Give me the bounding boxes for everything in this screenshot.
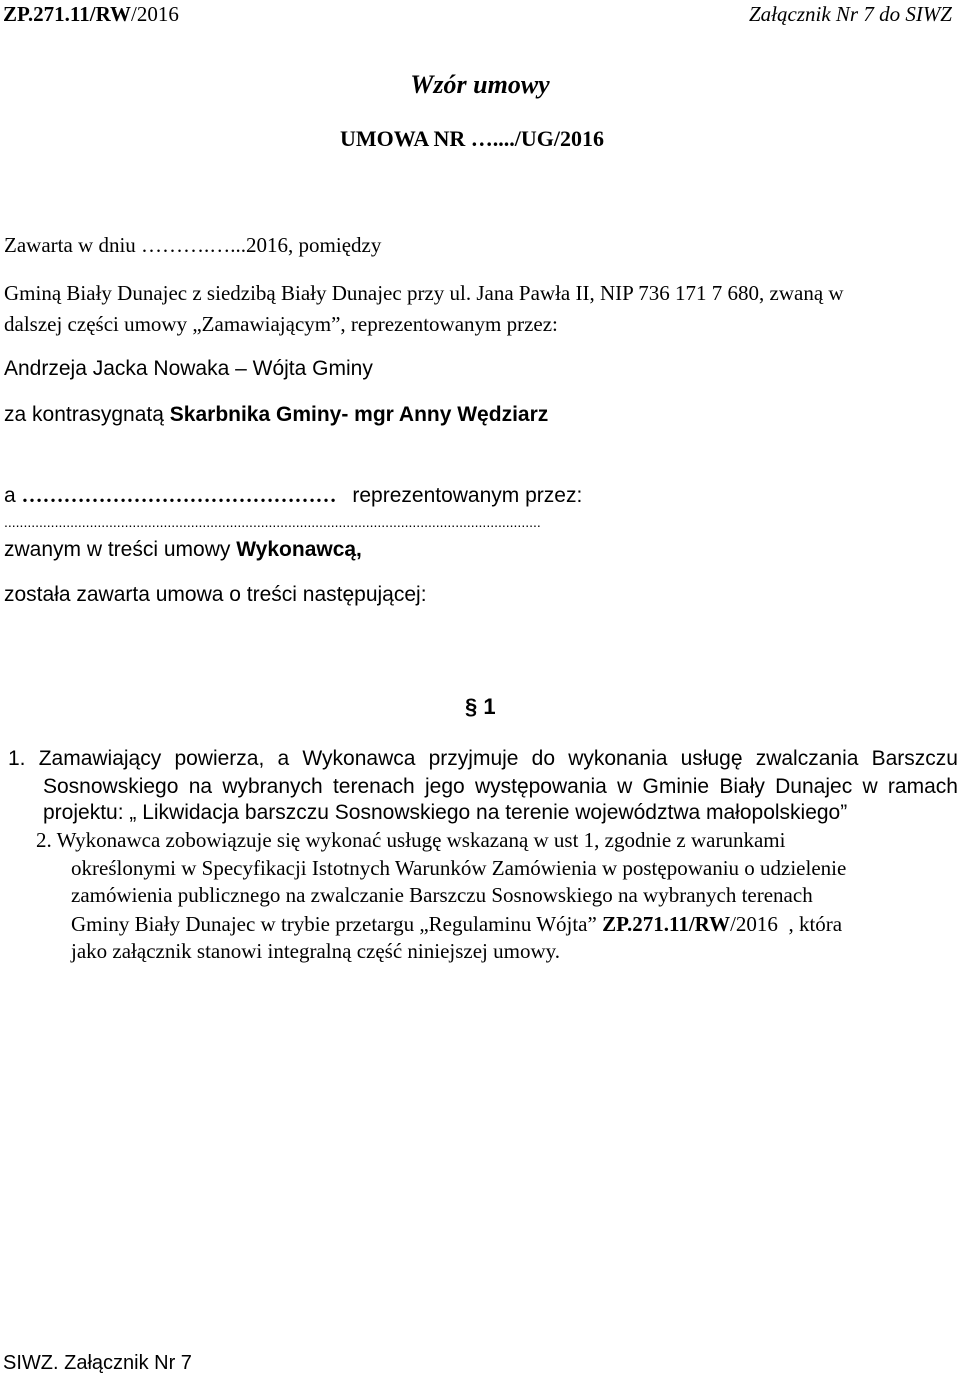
item2-line4-prefix: Gminy Biały Dunajec w trybie przetargu „Regulaminu Wójta”: [71, 912, 597, 936]
word: do: [531, 747, 556, 770]
word: Biały: [719, 775, 765, 798]
item2-line4-suffix: , która: [777, 912, 843, 936]
item2-line2: określonymi w Specyfikacji Istotnych Warunków Zamówienia w postępowaniu o udzielenie: [71, 856, 847, 880]
countersign-line: [4, 403, 548, 427]
word: Wykonawca: [302, 747, 416, 770]
item2-line1: 2. Wykonawca zobowiązuje się wykonać usługę wskazaną w ust 1, zgodnie z warunkami: [36, 828, 786, 852]
item2-ref-year: /2016: [730, 912, 778, 936]
concluded-line: została zawarta umowa o treści następującej:: [4, 583, 427, 606]
word: na: [188, 775, 213, 798]
word: 1.: [8, 747, 26, 770]
word: Gminie: [642, 775, 710, 798]
word: występowania: [474, 775, 607, 798]
item2-ref-code: ZP.271.11/RW: [602, 912, 731, 936]
reference-code: ZP.271.11/RW: [3, 2, 132, 26]
date-line: Zawarta w dniu ……….…...2016, pomiędzy: [4, 233, 382, 257]
countersign-name: Skarbnika Gminy- mgr Anny Wędziarz: [169, 403, 549, 426]
word: Barszczu: [871, 747, 958, 770]
party2-line: [4, 483, 582, 508]
section-heading: § 1: [465, 694, 496, 719]
item2-line3: zamówienia publicznego na zwalczanie Barszczu Sosnowskiego na wybranych terenach: [71, 883, 813, 907]
party1-line2: dalszej części umowy „Zamawiającym”, reprezentowanym przez:: [4, 312, 558, 336]
word: jego: [424, 775, 465, 798]
word: w: [617, 775, 633, 798]
word: w: [862, 775, 878, 798]
item1-line1: [8, 747, 958, 771]
document-title: Wzór umowy: [410, 70, 550, 99]
contractor-line: [4, 538, 362, 562]
representative: Andrzeja Jacka Nowaka – Wójta Gminy: [4, 357, 373, 380]
countersign-prefix: za kontrasygnatą: [4, 403, 164, 426]
item1-line2: [43, 775, 958, 799]
word: usługę: [680, 747, 743, 770]
contract-number: UMOWA NR …..../UG/2016: [340, 126, 604, 151]
word: wybranych: [222, 775, 323, 798]
item2-line4: [71, 912, 842, 937]
attachment-label: Załącznik Nr 7 do SIWZ: [748, 2, 952, 26]
reference-year: /2016: [131, 2, 179, 26]
party1-line1: Gminą Biały Dunajec z siedzibą Biały Dunajec przy ul. Jana Pawła II, NIP 736 171 7 680, zwaną w: [4, 281, 844, 305]
party2-blank: ………………………………………: [21, 483, 337, 507]
word: Zamawiający: [38, 747, 162, 770]
word: ramach: [887, 775, 958, 798]
document-reference: [3, 2, 179, 27]
word: powierza,: [174, 747, 265, 770]
word: przyjmuje: [428, 747, 519, 770]
contractor-prefix: zwanym w treści umowy: [4, 538, 231, 561]
page-footer: SIWZ. Załącznik Nr 7: [3, 1352, 192, 1374]
dots-line: ..........................................................................................................................................: [4, 514, 541, 530]
word: zwalczania: [755, 747, 859, 770]
party2-suffix: reprezentowanym przez:: [352, 484, 583, 507]
word: a: [277, 747, 290, 770]
item1-line3: projektu: „ Likwidacja barszczu Sosnowskiego na terenie województwa małopolskiego”: [43, 801, 848, 824]
word: wykonania: [568, 747, 668, 770]
word: Sosnowskiego: [43, 775, 179, 798]
word: Dunajec: [775, 775, 853, 798]
party2-prefix: a: [4, 484, 16, 507]
word: terenach: [332, 775, 415, 798]
contractor-name: Wykonawcą,: [236, 538, 362, 561]
item2-line5: jako załącznik stanowi integralną część niniejszej umowy.: [71, 939, 561, 963]
